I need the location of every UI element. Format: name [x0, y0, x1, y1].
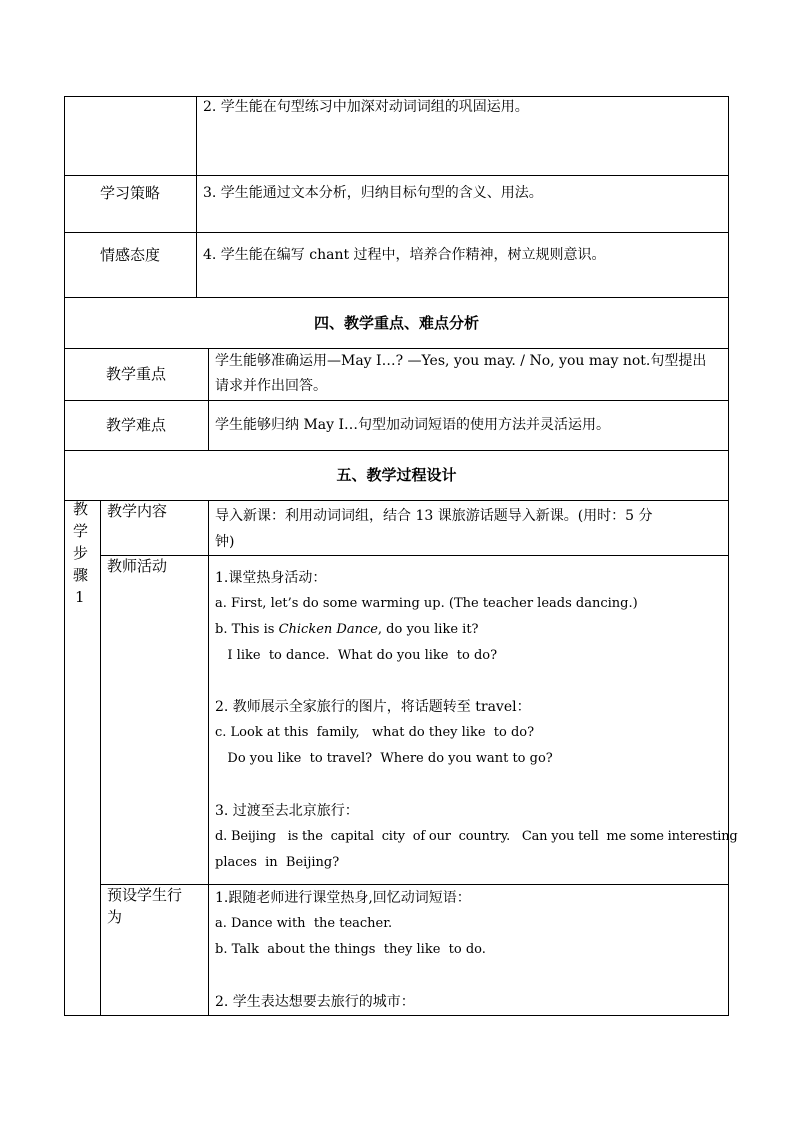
teacher-activity-line [215, 617, 479, 643]
content-text-line-1: 导入新课：利用动词词组，结合 13 课旅游话题导入新课。(用时：5 分 [215, 508, 653, 524]
table-border-right [728, 96, 729, 1016]
teacher-activity-line: d. Beijing is the capital city of our country. Can you tell me some interesting [215, 829, 738, 844]
step-char: 步 [73, 544, 89, 562]
teacher-activity-line: places in Beijing? [215, 855, 340, 870]
teacher-activity-label: 教师活动 [107, 557, 168, 575]
attitude-label: 情感态度 [100, 246, 161, 264]
teacher-activity-line: I like to dance. What do you like to do? [215, 648, 498, 663]
row-divider [64, 297, 729, 298]
section-4-title: 四、教学重点、难点分析 [313, 314, 479, 332]
teacher-line-b-title: Chicken Dance [278, 622, 378, 637]
content-label: 教学内容 [107, 502, 168, 520]
strategy-label: 学习策略 [100, 184, 161, 202]
teacher-line-b-prefix: b. This is [215, 622, 279, 637]
attitude-text: 4. 学生能在编写 chant 过程中，培养合作精神，树立规则意识。 [203, 247, 606, 263]
student-behavior-line: b. Talk about the things they like to do. [215, 942, 486, 957]
table-border-bottom [64, 1015, 729, 1016]
teacher-activity-line: a. First, let’s do some warming up. (The teacher leads dancing.) [215, 596, 638, 611]
key-point-text-line-1: 学生能够准确运用—May I…? —Yes, you may. / No, you may not.句型提出 [215, 353, 707, 369]
row-divider [64, 450, 729, 451]
objective-2-text: 2. 学生能在句型练习中加深对动词词组的巩固运用。 [203, 99, 529, 115]
difficult-point-text: 学生能够归纳 May I…句型加动词短语的使用方法并灵活运用。 [215, 417, 611, 433]
step-char: 学 [73, 522, 89, 540]
student-behavior-line: a. Dance with the teacher. [215, 916, 393, 931]
step-char: 骤 [73, 566, 89, 584]
teacher-line-b-suffix: , do you like it? [377, 622, 479, 637]
teacher-activity-line: Do you like to travel? Where do you want to go? [215, 751, 553, 766]
row-divider [100, 555, 729, 556]
column-divider [208, 500, 209, 1016]
step-char: 教 [73, 500, 89, 518]
key-point-text-line-2: 请求并作出回答。 [215, 378, 327, 394]
column-divider [208, 348, 209, 450]
row-divider [64, 400, 729, 401]
table-border-left [64, 96, 65, 1016]
teacher-activity-line: 3. 过渡至去北京旅行： [215, 803, 359, 819]
student-behavior-line: 1.跟随老师进行课堂热身,回忆动词短语： [215, 890, 471, 906]
student-behavior-line: 2. 学生表达想要去旅行的城市： [215, 994, 415, 1010]
row-divider [64, 175, 729, 176]
column-divider [100, 500, 101, 1016]
row-divider [64, 232, 729, 233]
difficult-point-label: 教学难点 [106, 416, 167, 434]
student-behavior-label-line-1: 预设学生行 [107, 886, 183, 904]
column-divider [196, 96, 197, 297]
strategy-text: 3. 学生能通过文本分析，归纳目标句型的含义、用法。 [203, 185, 543, 201]
section-5-title: 五、教学过程设计 [336, 466, 457, 484]
content-text-line-2: 钟) [215, 534, 235, 550]
teacher-activity-line: c. Look at this family, what do they like to do? [215, 725, 535, 740]
teacher-activity-line: 2. 教师展示全家旅行的图片，将话题转至 travel： [215, 699, 531, 715]
step-char: 1 [75, 588, 85, 606]
key-point-label: 教学重点 [106, 365, 167, 383]
student-behavior-label-line-2: 为 [107, 908, 123, 926]
teacher-activity-line: 1.课堂热身活动： [215, 570, 327, 586]
